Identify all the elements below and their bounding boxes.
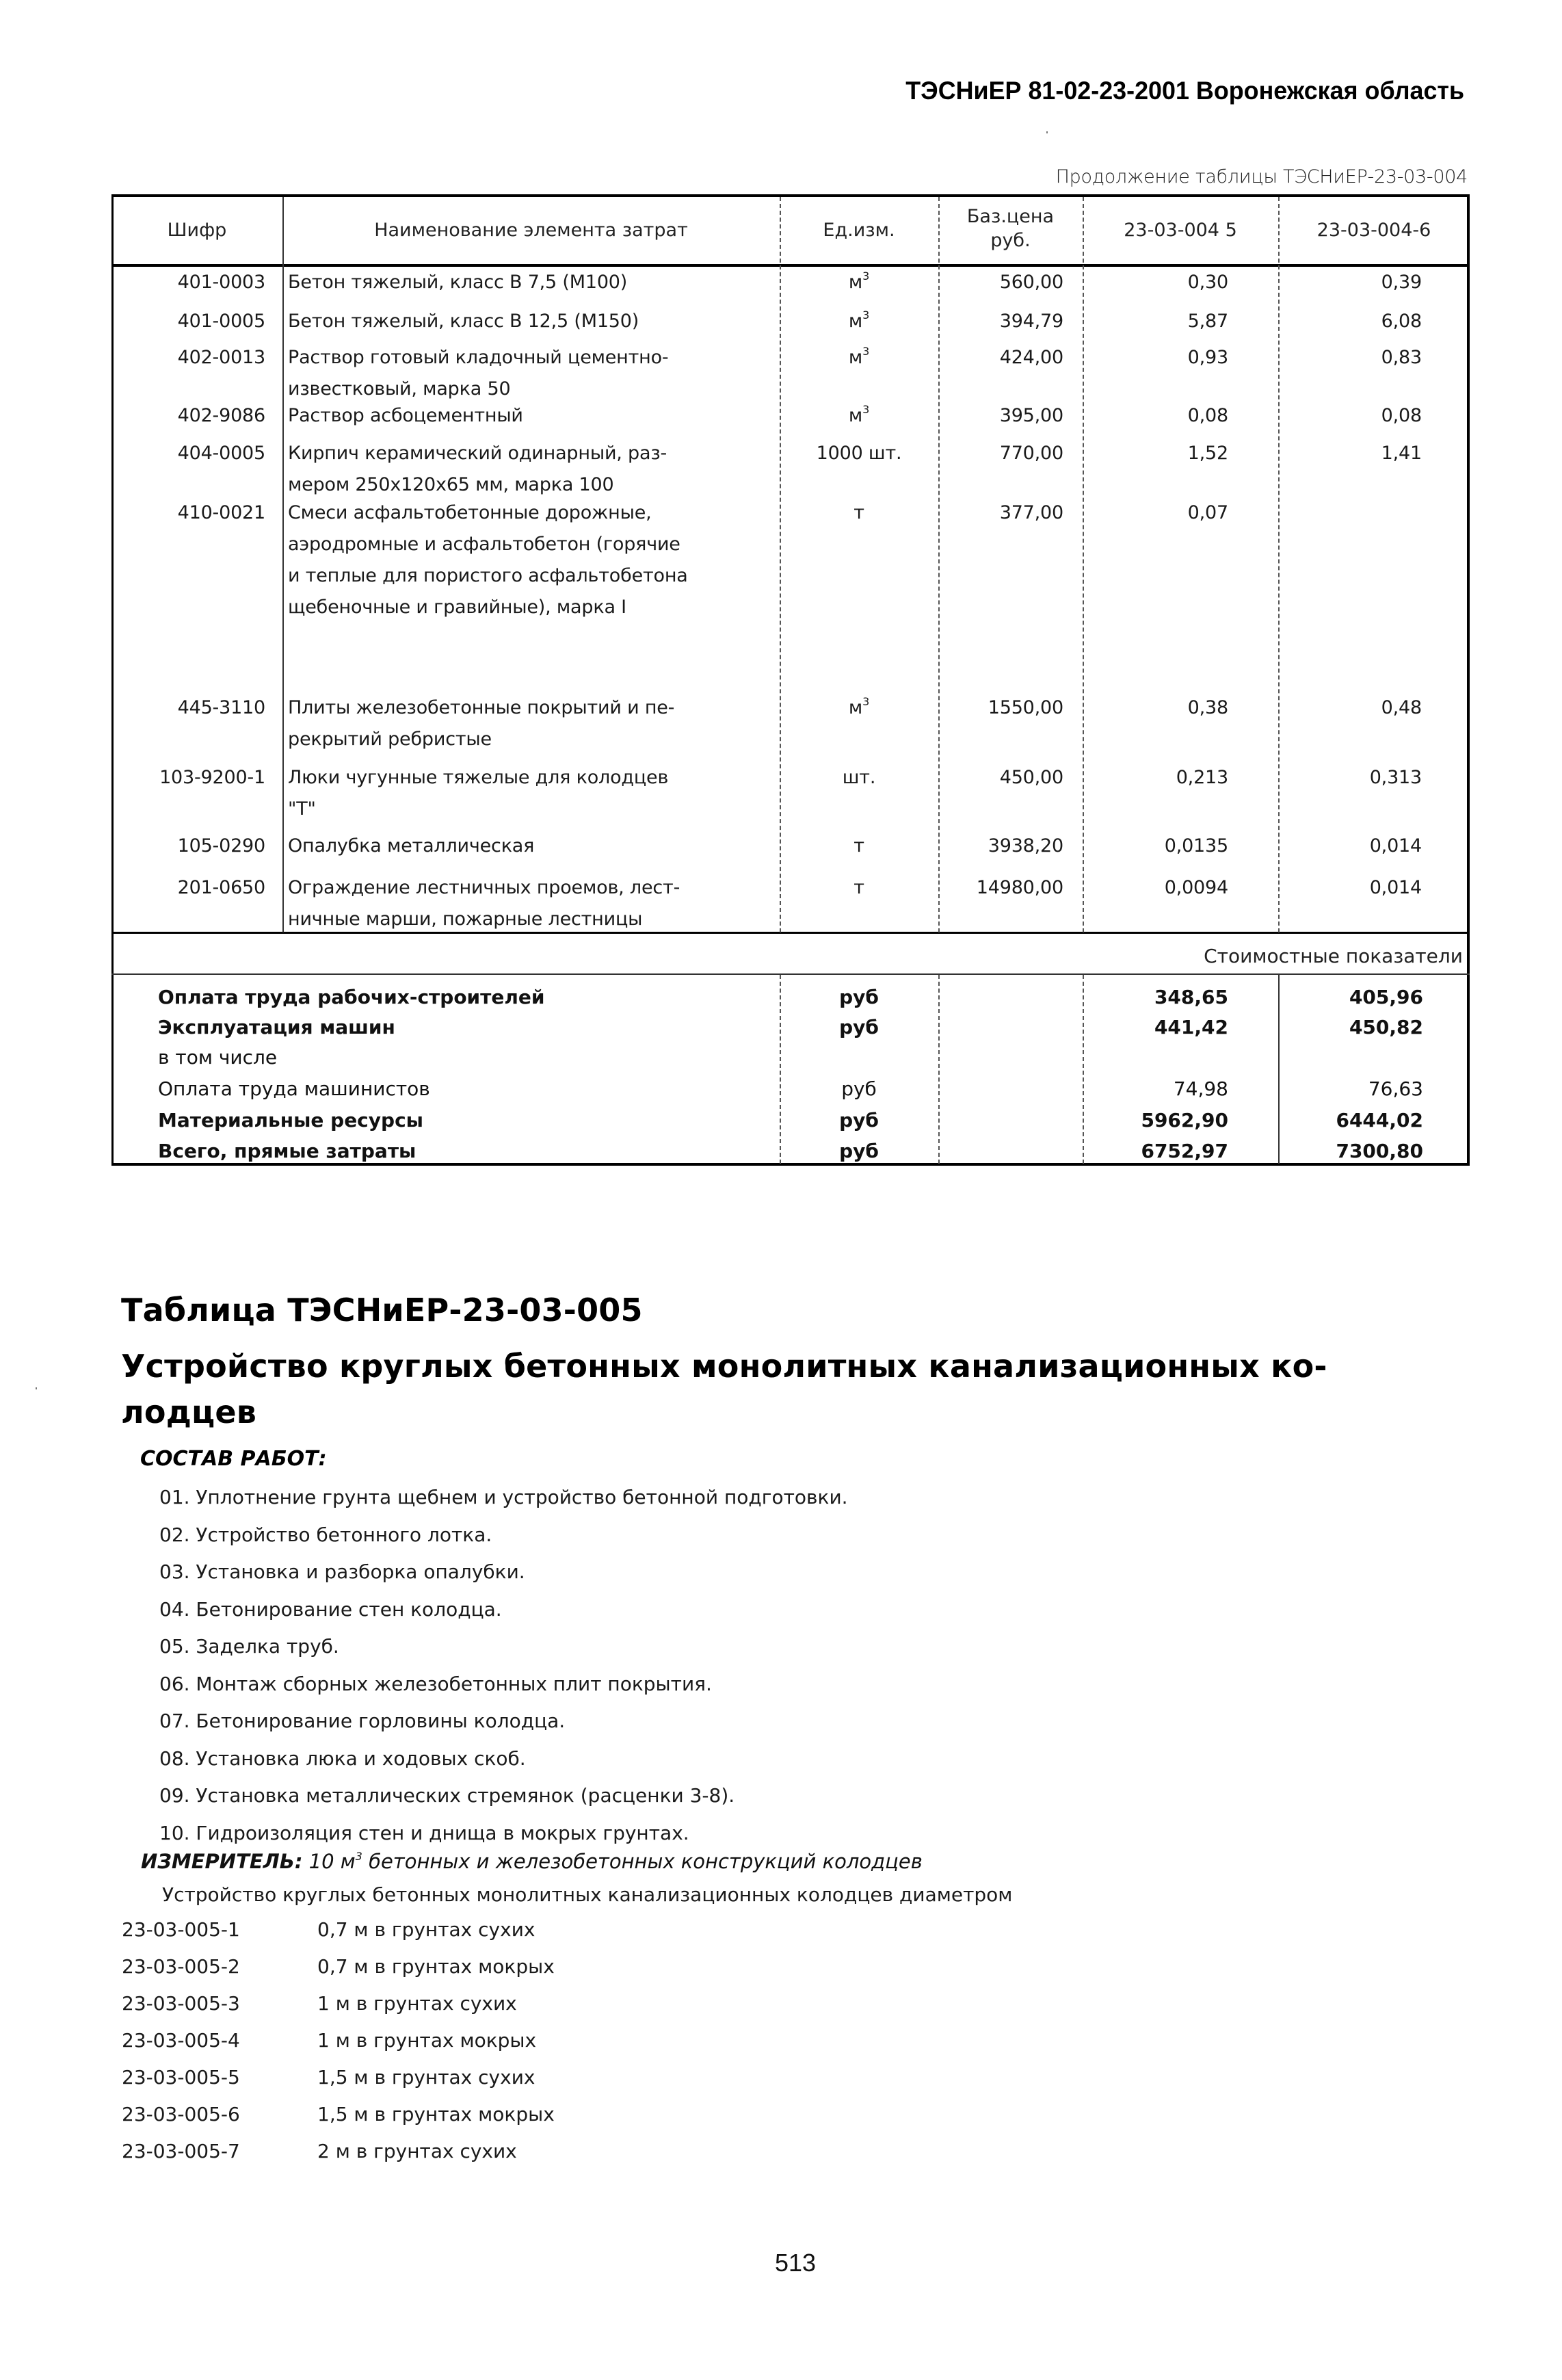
header-price-line2: руб.	[990, 230, 1031, 251]
cell-v5: 0,213	[1176, 767, 1228, 788]
cell-name-line: аэродромные и асфальтобетон (горячие	[288, 534, 680, 555]
unit-text: м	[848, 272, 863, 293]
rate-description: 0,7 м в грунтах мокрых	[317, 1955, 555, 1978]
cell-price: 395,00	[999, 405, 1063, 426]
cell-v6: 0,83	[1381, 347, 1422, 368]
unit-text: м	[848, 697, 863, 718]
work-item: 03. Установка и разборка опалубки.	[159, 1560, 525, 1583]
header-col5: 23-03-004 5	[1124, 220, 1237, 241]
cell-code: 401-0003	[177, 272, 265, 293]
cell-code: 401-0005	[177, 311, 265, 332]
cell-code: 402-9086	[177, 405, 265, 426]
measure-value	[309, 1850, 923, 1873]
continuation-caption: Продолжение таблицы ТЭСНиЕР-23-03-004	[1055, 166, 1468, 187]
summary-label: Оплата труда рабочих-строителей	[158, 986, 545, 1008]
unit-text: т	[853, 877, 864, 898]
rate-code: 23-03-005-6	[122, 2103, 240, 2126]
summary-v5: 5962,90	[1141, 1109, 1228, 1132]
cell-v6: 0,014	[1369, 835, 1422, 856]
work-item: 07. Бетонирование горловины колодца.	[159, 1710, 566, 1732]
cell-name-line: щебеночные и гравийные), марка I	[288, 597, 626, 618]
unit-text: т	[853, 502, 864, 523]
cell-price: 377,00	[999, 502, 1063, 523]
cell-v5: 0,08	[1187, 405, 1228, 426]
unit-text: т	[853, 835, 864, 856]
measure-label: ИЗМЕРИТЕЛЬ:	[141, 1850, 303, 1873]
summary-v5: 74,98	[1173, 1077, 1228, 1100]
unit-text: м	[848, 405, 863, 426]
cell-v6: 6,08	[1381, 311, 1422, 332]
work-composition-heading: СОСТАВ РАБОТ:	[140, 1447, 327, 1471]
cell-code: 105-0290	[177, 835, 265, 856]
work-item: 04. Бетонирование стен колодца.	[159, 1597, 502, 1621]
cell-code: 201-0650	[177, 877, 265, 898]
cell-name-line: "Т"	[288, 798, 316, 820]
unit-superscript: 3	[862, 345, 870, 358]
cell-name-line: Бетон тяжелый, класс В 7,5 (М100)	[288, 272, 628, 293]
header-bottom-rule	[111, 264, 1470, 267]
header-price-line1: Баз.цена	[966, 206, 1055, 227]
cell-name-line: Опалубка металлическая	[288, 835, 535, 856]
table-left-border	[111, 194, 114, 1166]
summary-unit: руб	[839, 1109, 879, 1132]
rate-description: 0,7 м в грунтах сухих	[317, 1918, 535, 1941]
summary-unit: руб	[841, 1077, 877, 1100]
summary-v6: 7300,80	[1336, 1140, 1423, 1162]
work-item: 09. Установка металлических стремянок (расценки 3-8).	[159, 1784, 735, 1807]
diameter-intro: Устройство круглых бетонных монолитных канализационных колодцев диаметром	[162, 1883, 1013, 1906]
cell-name-line: Раствор асбоцементный	[288, 405, 523, 426]
unit-superscript: 3	[862, 695, 870, 708]
cell-unit	[780, 401, 938, 431]
cell-code: 402-0013	[177, 347, 265, 368]
work-item: 05. Заделка труб.	[159, 1635, 339, 1658]
summary-label: в том числе	[158, 1046, 278, 1069]
summary-v6: 76,63	[1368, 1077, 1423, 1100]
cell-v6: 0,08	[1381, 405, 1422, 426]
section-subtitle-line-2: лодцев	[121, 1394, 257, 1430]
cell-code: 103-9200-1	[159, 767, 265, 788]
summary-v6: 405,96	[1349, 986, 1423, 1008]
running-head: ТЭСНиЕР 81-02-23-2001 Воронежская область	[905, 77, 1464, 105]
cell-unit	[780, 439, 938, 469]
table-right-border-lower	[1467, 973, 1470, 1166]
work-item: 01. Уплотнение грунта щебнем и устройство бетонной подготовки.	[159, 1486, 848, 1508]
cell-unit	[780, 831, 938, 861]
cell-price: 1550,00	[988, 697, 1063, 718]
cell-name-line: Кирпич керамический одинарный, раз-	[288, 443, 667, 464]
cell-v5: 0,93	[1187, 347, 1228, 368]
rate-description: 2 м в грунтах сухих	[317, 2140, 517, 2162]
cell-unit	[780, 306, 938, 337]
summary-v5: 6752,97	[1141, 1140, 1228, 1162]
resource-table	[111, 194, 1470, 1166]
summary-v6: 450,82	[1349, 1016, 1423, 1038]
summary-top-rule	[111, 973, 1470, 975]
work-item: 10. Гидроизоляция стен и днища в мокрых грунтах.	[159, 1821, 689, 1844]
cell-name-line: Раствор готовый кладочный цементно-	[288, 347, 669, 368]
rate-description: 1,5 м в грунтах мокрых	[317, 2103, 555, 2126]
summary-label: Эксплуатация машин	[158, 1016, 395, 1038]
cell-v6: 0,39	[1381, 272, 1422, 293]
cell-v5: 0,0135	[1164, 835, 1228, 856]
rate-description: 1,5 м в грунтах сухих	[317, 2066, 535, 2089]
cell-v5: 0,30	[1187, 272, 1228, 293]
cell-v6: 0,48	[1381, 697, 1422, 718]
cell-price: 424,00	[999, 347, 1063, 368]
section-title: Таблица ТЭСНиЕР-23-03-005	[121, 1292, 643, 1329]
table-right-border	[1467, 194, 1470, 973]
summary-unit: руб	[839, 986, 879, 1008]
table-top-border	[111, 194, 1470, 197]
cell-v5: 1,52	[1187, 443, 1228, 464]
cell-name-line: ничные марши, пожарные лестницы	[288, 908, 643, 930]
summary-v5: 441,42	[1154, 1016, 1228, 1038]
summary-label: Всего, прямые затраты	[158, 1140, 416, 1162]
measure-line	[141, 1850, 923, 1873]
unit-text: шт.	[842, 767, 876, 788]
work-item: 02. Устройство бетонного лотка.	[159, 1523, 492, 1546]
cell-v5: 5,87	[1187, 311, 1228, 332]
cell-name-line: и теплые для пористого асфальтобетона	[288, 565, 688, 586]
cell-v6: 1,41	[1381, 443, 1422, 464]
cell-code: 404-0005	[177, 443, 265, 464]
header-name: Наименование элемента затрат	[374, 220, 688, 241]
scan-speck	[36, 1387, 37, 1389]
work-item: 06. Монтаж сборных железобетонных плит покрытия.	[159, 1672, 712, 1695]
cell-name-line: известковый, марка 50	[288, 378, 511, 400]
summary-label: Материальные ресурсы	[158, 1109, 423, 1132]
unit-text: 1000 шт.	[816, 443, 902, 464]
page-number: 513	[775, 2249, 817, 2277]
cell-name-line: Бетон тяжелый, класс В 12,5 (М150)	[288, 311, 639, 332]
cell-v6: 0,313	[1369, 767, 1422, 788]
cell-unit	[780, 693, 938, 723]
rate-code: 23-03-005-5	[122, 2066, 240, 2089]
cell-price: 560,00	[999, 272, 1063, 293]
cell-unit	[780, 763, 938, 793]
rate-code: 23-03-005-2	[122, 1955, 240, 1978]
rate-code: 23-03-005-1	[122, 1918, 240, 1941]
cell-price: 3938,20	[988, 835, 1063, 856]
cell-name-line: Плиты железобетонные покрытий и пе-	[288, 697, 675, 718]
summary-label: Оплата труда машинистов	[158, 1077, 430, 1100]
measure-value-pre: 10 м	[308, 1850, 356, 1873]
col-divider-code	[282, 197, 284, 932]
cell-v6: 0,014	[1369, 877, 1422, 898]
cell-name-line: Люки чугунные тяжелые для колодцев	[288, 767, 669, 788]
scan-speck	[1046, 131, 1048, 133]
rate-code: 23-03-005-3	[122, 1992, 240, 2015]
cost-indicators-caption: Стоимостные показатели	[1204, 945, 1463, 967]
header-unit: Ед.изм.	[823, 220, 895, 241]
cell-price: 770,00	[999, 443, 1063, 464]
work-item: 08. Установка люка и ходовых скоб.	[159, 1747, 526, 1770]
cell-v5: 0,07	[1187, 502, 1228, 523]
section-subtitle-line-1: Устройство круглых бетонных монолитных канализационных ко-	[121, 1348, 1327, 1385]
cell-unit	[780, 498, 938, 528]
cell-price: 450,00	[999, 767, 1063, 788]
cell-unit	[780, 873, 938, 903]
cell-name-line: рекрытий ребристые	[288, 729, 492, 750]
cell-price: 14980,00	[976, 877, 1063, 898]
summary-unit: руб	[839, 1140, 879, 1162]
summary-v6: 6444,02	[1336, 1109, 1423, 1132]
sum-divider-unit	[938, 975, 940, 1164]
unit-superscript: 3	[862, 270, 870, 283]
summary-v5: 348,65	[1154, 986, 1228, 1008]
measure-value-post: бетонных и железобетонных конструкций колодцев	[362, 1850, 923, 1873]
rate-code: 23-03-005-7	[122, 2140, 240, 2162]
unit-text: м	[848, 347, 863, 368]
rate-code: 23-03-005-4	[122, 2029, 240, 2052]
cell-name-line: Ограждение лестничных проемов, лест-	[288, 877, 680, 898]
cell-unit	[780, 267, 938, 298]
summary-unit: руб	[839, 1016, 879, 1038]
cell-unit	[780, 343, 938, 373]
cell-v5: 0,38	[1187, 697, 1228, 718]
cell-code: 445-3110	[177, 697, 265, 718]
unit-superscript: 3	[862, 309, 870, 322]
rate-description: 1 м в грунтах мокрых	[317, 2029, 537, 2052]
unit-text: м	[848, 311, 863, 332]
unit-superscript: 3	[862, 403, 870, 416]
header-col6: 23-03-004-6	[1316, 220, 1431, 241]
cell-price: 394,79	[999, 311, 1063, 332]
rate-description: 1 м в грунтах сухих	[317, 1992, 517, 2015]
header-code: Шифр	[167, 220, 227, 241]
cell-code: 410-0021	[177, 502, 265, 523]
cell-name-line: Смеси асфальтобетонные дорожные,	[288, 502, 652, 523]
cell-v5: 0,0094	[1164, 877, 1228, 898]
measure-value-sup: 3	[355, 1850, 362, 1863]
cell-name-line: мером 250х120х65 мм, марка 100	[288, 474, 614, 495]
